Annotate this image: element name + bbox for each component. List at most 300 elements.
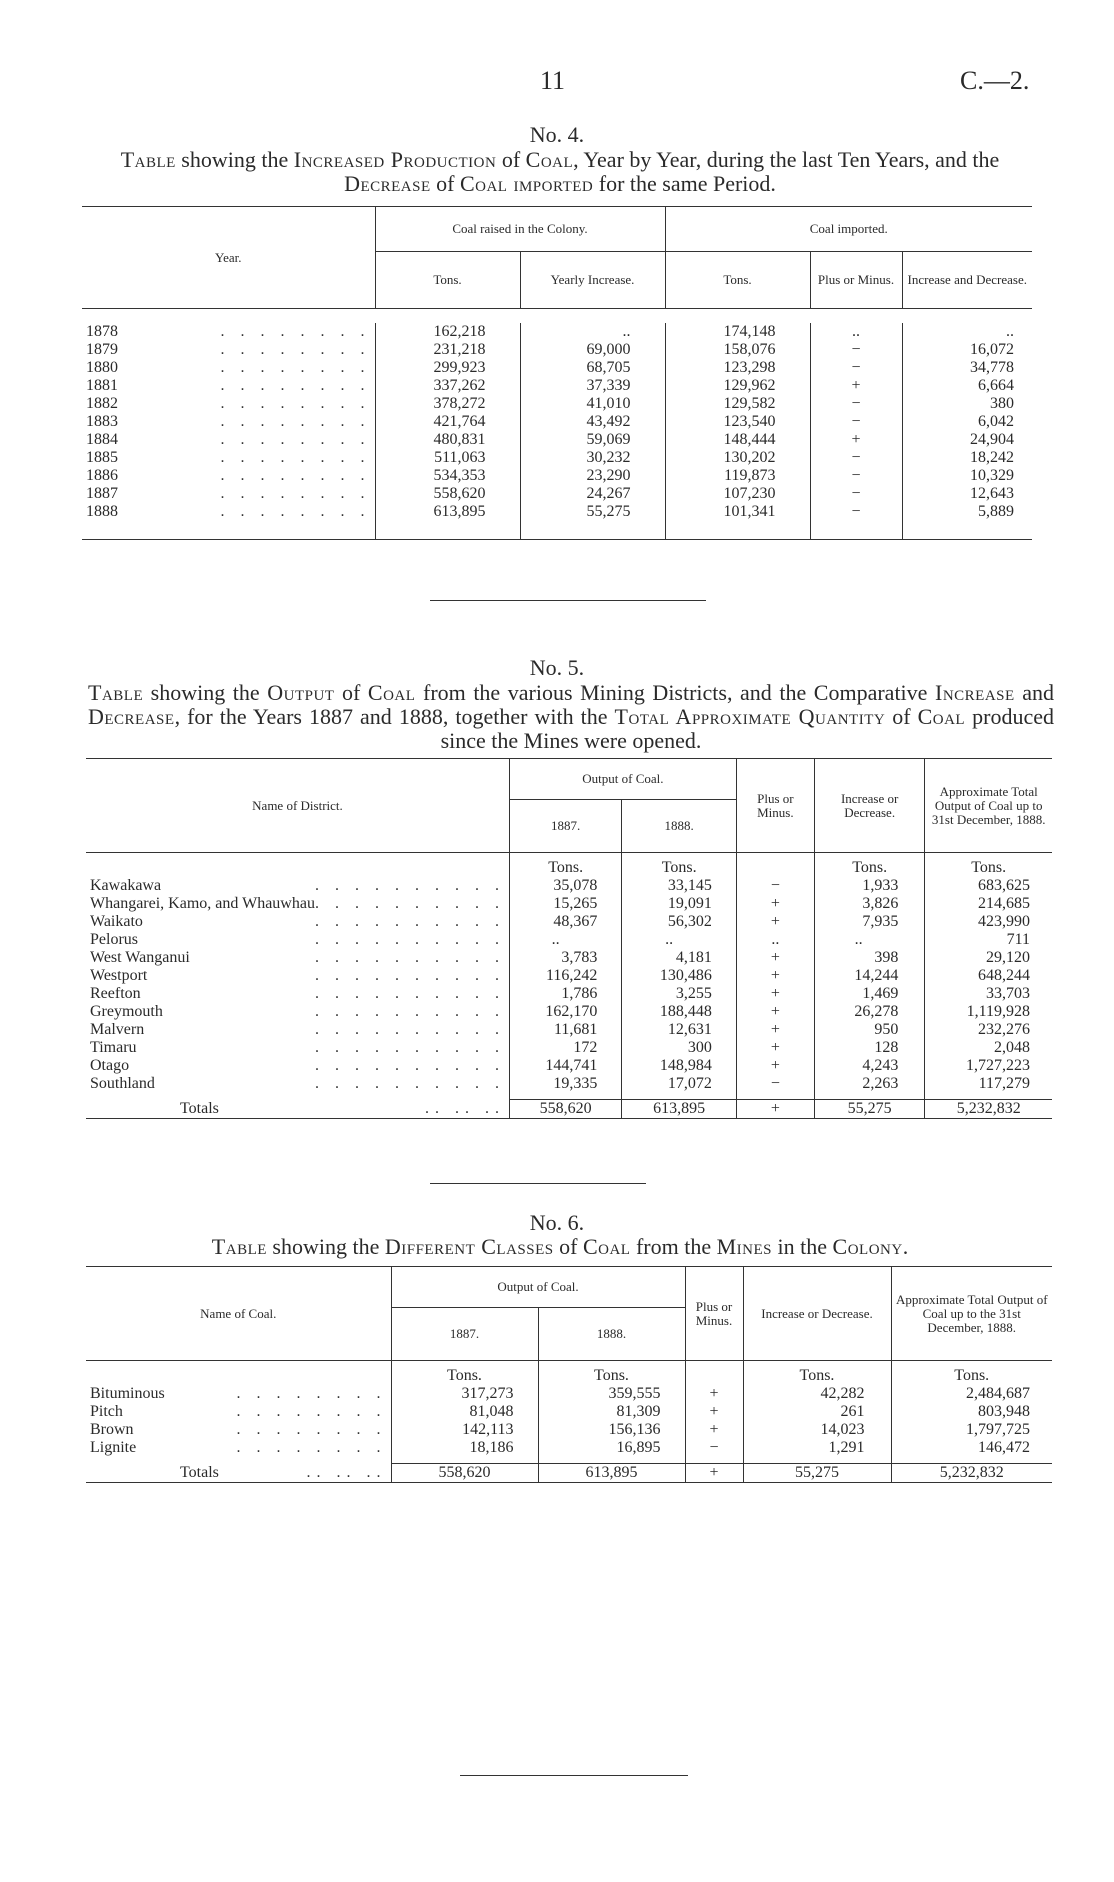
table-cell: 19,335 [509,1075,621,1093]
table-cell: 130,202 [665,449,810,467]
totals-cell: + [685,1464,743,1483]
table-row [82,359,1032,377]
table-cell: 511,063 [375,449,520,467]
table-cell: − [810,449,902,467]
table-row [82,413,1032,431]
row-label-text: 1885 [86,449,118,466]
row-label-text: Bituminous [90,1385,165,1402]
table-cell: .. [509,931,621,949]
table-cell: 81,048 [391,1403,538,1421]
leader-dots: . . . . . . . . [220,449,371,466]
table-cell: 117,279 [925,1075,1052,1093]
table-cell: 534,353 [375,467,520,485]
table-cell: 480,831 [375,431,520,449]
leader-dots: . . . . . . . . . . [314,1003,505,1020]
row-label [82,485,375,503]
table-cell: 55,275 [520,503,665,521]
table-cell: 174,148 [665,323,810,341]
totals-cell: 558,620 [509,1100,621,1119]
row-label-text: 1887 [86,485,118,502]
row-label [82,395,375,413]
unit-label: Tons. [509,853,621,878]
table-cell: − [810,503,902,521]
table-cell: 261 [743,1403,891,1421]
totals-cell: 55,275 [814,1100,925,1119]
table-cell: 378,272 [375,395,520,413]
row-label-text: 1886 [86,467,118,484]
table5-col-1887: 1887. [509,800,621,853]
table-row [82,377,1032,395]
totals-label-cell [86,1100,509,1119]
leader-dots: . . . . . . . . [236,1421,387,1438]
table-cell: 12,643 [902,485,1032,503]
leader-dots: . . . . . . . . [220,323,371,340]
table5-group-output: Output of Coal. [509,759,736,800]
table-cell: 337,262 [375,377,520,395]
table-cell: 14,023 [743,1421,891,1439]
table-cell: 1,291 [743,1439,891,1457]
totals-cell: 5,232,832 [891,1464,1052,1483]
table-cell: + [736,1057,814,1075]
totals-label: Totals [180,1099,219,1117]
row-label [86,985,509,1003]
table-cell: 24,267 [520,485,665,503]
table-cell: 48,367 [509,913,621,931]
row-label [82,503,375,521]
table-cell: 648,244 [925,967,1052,985]
totals-cell: 613,895 [622,1100,737,1119]
table-cell: 1,119,928 [925,1003,1052,1021]
table-cell: .. [810,323,902,341]
row-label-text: West Wanganui [90,949,190,966]
table6-caption: Table showing the Different Classes of Coal from the Mines in the Colony. [211,1234,909,1259]
leader-dots: . . . . . . . . [236,1385,387,1402]
table-row [86,1057,1052,1075]
table-cell: 81,309 [538,1403,685,1421]
table4-col-plus-minus: Plus or Minus. [810,252,902,309]
table-cell: 4,181 [622,949,737,967]
table-cell: 35,078 [509,877,621,895]
table-cell: 29,120 [925,949,1052,967]
table-cell: 33,145 [622,877,737,895]
leader-dots: .. .. .. [306,1463,387,1481]
table5-col-district: Name of District. [86,759,509,853]
leader-dots: . . . . . . . . [220,485,371,502]
table-cell: 231,218 [375,341,520,359]
table-cell: + [810,377,902,395]
totals-cell: 55,275 [743,1464,891,1483]
table6-col-1887: 1887. [391,1308,538,1361]
row-label-text: 1884 [86,431,118,448]
table4-number: No. 4. [529,122,585,147]
table-cell: 359,555 [538,1385,685,1403]
table-cell: 11,681 [509,1021,621,1039]
table-cell: − [810,485,902,503]
row-label [82,323,375,341]
table-cell: 421,764 [375,413,520,431]
row-label-text: Pitch [90,1403,123,1420]
table-cell: 128 [814,1039,925,1057]
table-row [82,431,1032,449]
table-cell: .. [736,931,814,949]
table-row [82,467,1032,485]
row-label-text: Westport [90,967,148,984]
table-cell: 6,664 [902,377,1032,395]
unit-label: Tons. [814,853,925,878]
leader-dots: . . . . . . . . . . [314,877,505,894]
table5-col-approx-total: Approximate Total Output of Coal up to 31st December, 1888. [925,759,1052,853]
table-cell: − [736,1075,814,1093]
totals-label-cell [86,1464,391,1483]
row-label-text: 1888 [86,503,118,520]
table4-col-imported-tons: Tons. [665,252,810,309]
table4-group-imported: Coal imported. [665,207,1032,252]
table-cell: 10,329 [902,467,1032,485]
table-row [82,395,1032,413]
table-cell: 156,136 [538,1421,685,1439]
row-label-text: Reefton [90,985,141,1002]
table-row [86,913,1052,931]
table-cell: 30,232 [520,449,665,467]
totals-row [86,1464,1052,1483]
leader-dots: . . . . . . . . . . [314,1075,505,1092]
table-cell: 123,540 [665,413,810,431]
unit-label: Tons. [925,853,1052,878]
row-label [82,449,375,467]
table6-group-output: Output of Coal. [391,1267,685,1308]
table4-caption: Table showing the Increased Production of Coal, Year by Year, during the last Ten Years, and the Decrease of Coal imported for the same Period. [120,147,1000,196]
leader-dots: . . . . . . . . [220,395,371,412]
unit-label: Tons. [743,1361,891,1386]
leader-dots: . . . . . . . . [220,413,371,430]
table-cell: 423,990 [925,913,1052,931]
row-label-text: 1882 [86,395,118,412]
row-label-text: 1879 [86,341,118,358]
table-cell: 42,282 [743,1385,891,1403]
table-cell: 3,255 [622,985,737,1003]
table-cell: 123,298 [665,359,810,377]
table-cell: − [685,1439,743,1457]
leader-dots: . . . . . . . . [220,341,371,358]
leader-dots: . . . . . . . . [236,1439,387,1456]
table-cell: 162,170 [509,1003,621,1021]
table-cell: 558,620 [375,485,520,503]
table-cell: 24,904 [902,431,1032,449]
table-cell: 59,069 [520,431,665,449]
table5-col-inc-dec: Increase or Decrease. [814,759,925,853]
table-row [86,949,1052,967]
table-row [86,1075,1052,1093]
table-cell: .. [622,931,737,949]
table-cell: + [736,1039,814,1057]
row-label [86,1039,509,1057]
table-cell: + [736,949,814,967]
table4 [82,206,1032,540]
leader-dots: . . . . . . . . [220,467,371,484]
table-cell: 16,895 [538,1439,685,1457]
table-cell: 14,244 [814,967,925,985]
row-label-text: Southland [90,1075,155,1092]
table5-number: No. 5. [529,655,585,680]
table-cell: 4,243 [814,1057,925,1075]
row-label-text: Waikato [90,913,143,930]
table-cell: + [685,1403,743,1421]
leader-dots: . . . . . . . . . . [314,985,505,1002]
totals-row [86,1100,1052,1119]
row-label-text: Greymouth [90,1003,163,1020]
row-label-text: 1880 [86,359,118,376]
table-cell: 5,889 [902,503,1032,521]
document-reference: C.—2. [960,66,1030,95]
table4-col-year: Year. [82,207,375,309]
row-label-text: 1881 [86,377,118,394]
row-label [86,1403,391,1421]
table-cell: 68,705 [520,359,665,377]
totals-cell: + [736,1100,814,1119]
table-cell: 56,302 [622,913,737,931]
table-cell: − [810,395,902,413]
table-cell: 683,625 [925,877,1052,895]
table-cell: 142,113 [391,1421,538,1439]
unit-label: Tons. [891,1361,1052,1386]
table-cell: 158,076 [665,341,810,359]
table4-group-raised: Coal raised in the Colony. [375,207,665,252]
unit-label: Tons. [391,1361,538,1386]
table-row [86,967,1052,985]
leader-dots: .. .. .. [424,1099,505,1117]
table-cell: − [736,877,814,895]
row-label-text: Kawakawa [90,877,162,894]
table-row [86,931,1052,949]
leader-dots: . . . . . . . . . . [314,931,505,948]
table-cell: 144,741 [509,1057,621,1075]
table6-col-inc-dec: Increase or Decrease. [743,1267,891,1361]
table-cell: 107,230 [665,485,810,503]
table-cell: 17,072 [622,1075,737,1093]
table-cell: .. [814,931,925,949]
table-cell: 398 [814,949,925,967]
table-cell: 129,962 [665,377,810,395]
row-label [86,1075,509,1093]
row-label [86,1021,509,1039]
row-label-text: Timaru [90,1039,137,1056]
table-cell: 41,010 [520,395,665,413]
table-cell: 19,091 [622,895,737,913]
row-label [82,359,375,377]
table-cell: + [736,1003,814,1021]
table-cell: .. [902,323,1032,341]
totals-cell: 5,232,832 [925,1100,1052,1119]
table-cell: 317,273 [391,1385,538,1403]
table4-col-yearly-increase: Yearly Increase. [520,252,665,309]
row-label-text: Malvern [90,1021,145,1038]
table-cell: 3,783 [509,949,621,967]
row-label-text: Brown [90,1421,134,1438]
section-divider [430,1183,646,1184]
section-divider [430,600,706,601]
totals-label: Totals [180,1463,219,1481]
leader-dots: . . . . . . . . . . [314,1039,505,1056]
table-row [82,503,1032,521]
table-row [86,1439,1052,1457]
table-cell: − [810,341,902,359]
table6-col-1888: 1888. [538,1308,685,1361]
table4-col-raised-tons: Tons. [375,252,520,309]
leader-dots: . . . . . . . . [220,431,371,448]
row-label [86,1003,509,1021]
table-cell: 130,486 [622,967,737,985]
table-cell: 299,923 [375,359,520,377]
table-cell: 148,444 [665,431,810,449]
row-label [82,431,375,449]
table5-caption: Table showing the Output of Coal from the various Mining Districts, and the Comparative Increase and Decrease, for the Years 1887 and 1888, together with the Total Approximate Quantity of Coal produced since the Mines were opened. [88,680,1054,753]
table-cell: 18,186 [391,1439,538,1457]
leader-dots: . . . . . . . . [220,503,371,520]
table-cell: 1,933 [814,877,925,895]
table-cell: + [685,1421,743,1439]
table-cell: 129,582 [665,395,810,413]
table-cell: + [736,967,814,985]
table-row [86,985,1052,1003]
table-row [86,1385,1052,1403]
row-label-text: Pelorus [90,931,138,948]
table-row [82,323,1032,341]
table-row [86,1421,1052,1439]
table6-col-name: Name of Coal. [86,1267,391,1361]
table-cell: + [685,1385,743,1403]
row-label [86,913,509,931]
table-row [86,1403,1052,1421]
table-cell: + [736,913,814,931]
table-cell: + [736,895,814,913]
table-cell: 1,727,223 [925,1057,1052,1075]
row-label [82,341,375,359]
table6-number: No. 6. [529,1210,585,1235]
table-cell: + [810,431,902,449]
table-cell: 7,935 [814,913,925,931]
table-cell: 101,341 [665,503,810,521]
table-cell: 711 [925,931,1052,949]
leader-dots: . . . . . . . . . . [314,949,505,966]
table-cell: − [810,359,902,377]
table-row [86,877,1052,895]
table5-col-plus-minus: Plus or Minus. [736,759,814,853]
row-label [86,931,509,949]
row-label [86,1057,509,1075]
table-cell: 1,786 [509,985,621,1003]
table-cell: 2,263 [814,1075,925,1093]
table5 [86,758,1052,1119]
unit-label: Tons. [622,853,737,878]
row-label-text: Whangarei, Kamo, and Whauwhau [90,895,315,912]
table-cell: 3,826 [814,895,925,913]
table-cell: 613,895 [375,503,520,521]
table-cell: 214,685 [925,895,1052,913]
leader-dots: . . . . . . . . . . [314,895,505,912]
table-cell: 15,265 [509,895,621,913]
table-cell: 18,242 [902,449,1032,467]
row-label-text: 1878 [86,323,118,340]
table-cell: 172 [509,1039,621,1057]
row-label [86,895,509,913]
row-label [82,377,375,395]
table-cell: 23,290 [520,467,665,485]
table-cell: + [736,1021,814,1039]
table6 [86,1266,1052,1483]
row-label-text: 1883 [86,413,118,430]
table-cell: 380 [902,395,1032,413]
table-cell: 300 [622,1039,737,1057]
row-label [86,949,509,967]
table-row [82,449,1032,467]
row-label [86,1421,391,1439]
row-label [82,413,375,431]
table5-col-1888: 1888. [622,800,737,853]
table-cell: 37,339 [520,377,665,395]
table-cell: + [736,985,814,1003]
row-label [86,877,509,895]
table-cell: 12,631 [622,1021,737,1039]
totals-cell: 613,895 [538,1464,685,1483]
table-cell: 188,448 [622,1003,737,1021]
row-label [86,1439,391,1457]
row-label-text: Otago [90,1057,130,1074]
table-row [86,1021,1052,1039]
row-label [82,467,375,485]
table-cell: 148,984 [622,1057,737,1075]
table-row [86,1039,1052,1057]
table-cell: 69,000 [520,341,665,359]
table-cell: − [810,413,902,431]
table-row [86,1003,1052,1021]
table6-col-plus-minus: Plus or Minus. [685,1267,743,1361]
table-cell: 162,218 [375,323,520,341]
table-cell: 232,276 [925,1021,1052,1039]
table-cell: 2,048 [925,1039,1052,1057]
table-cell: 33,703 [925,985,1052,1003]
leader-dots: . . . . . . . . . . [314,967,505,984]
totals-cell: 558,620 [391,1464,538,1483]
table-cell: 43,492 [520,413,665,431]
table6-col-approx-total: Approximate Total Output of Coal up to the 31st December, 1888. [891,1267,1052,1361]
row-label [86,1385,391,1403]
leader-dots: . . . . . . . . [220,377,371,394]
leader-dots: . . . . . . . . . . [314,1057,505,1074]
table-cell: − [810,467,902,485]
table-cell: 16,072 [902,341,1032,359]
table-cell: 116,242 [509,967,621,985]
table-cell: .. [520,323,665,341]
leader-dots: . . . . . . . . [220,359,371,376]
leader-dots: . . . . . . . . . . [314,913,505,930]
leader-dots: . . . . . . . . [236,1403,387,1420]
table-row [86,895,1052,913]
row-label [86,967,509,985]
table-cell: 2,484,687 [891,1385,1052,1403]
row-label-text: Lignite [90,1439,137,1456]
table-cell: 34,778 [902,359,1032,377]
unit-label: Tons. [538,1361,685,1386]
table-cell: 6,042 [902,413,1032,431]
table-row [82,485,1032,503]
table4-col-inc-dec: Increase and Decrease. [902,252,1032,309]
table-cell: 26,278 [814,1003,925,1021]
table-cell: 950 [814,1021,925,1039]
table-cell: 146,472 [891,1439,1052,1457]
table-cell: 119,873 [665,467,810,485]
leader-dots: . . . . . . . . . . [314,1021,505,1038]
page-number: 11 [540,66,566,95]
